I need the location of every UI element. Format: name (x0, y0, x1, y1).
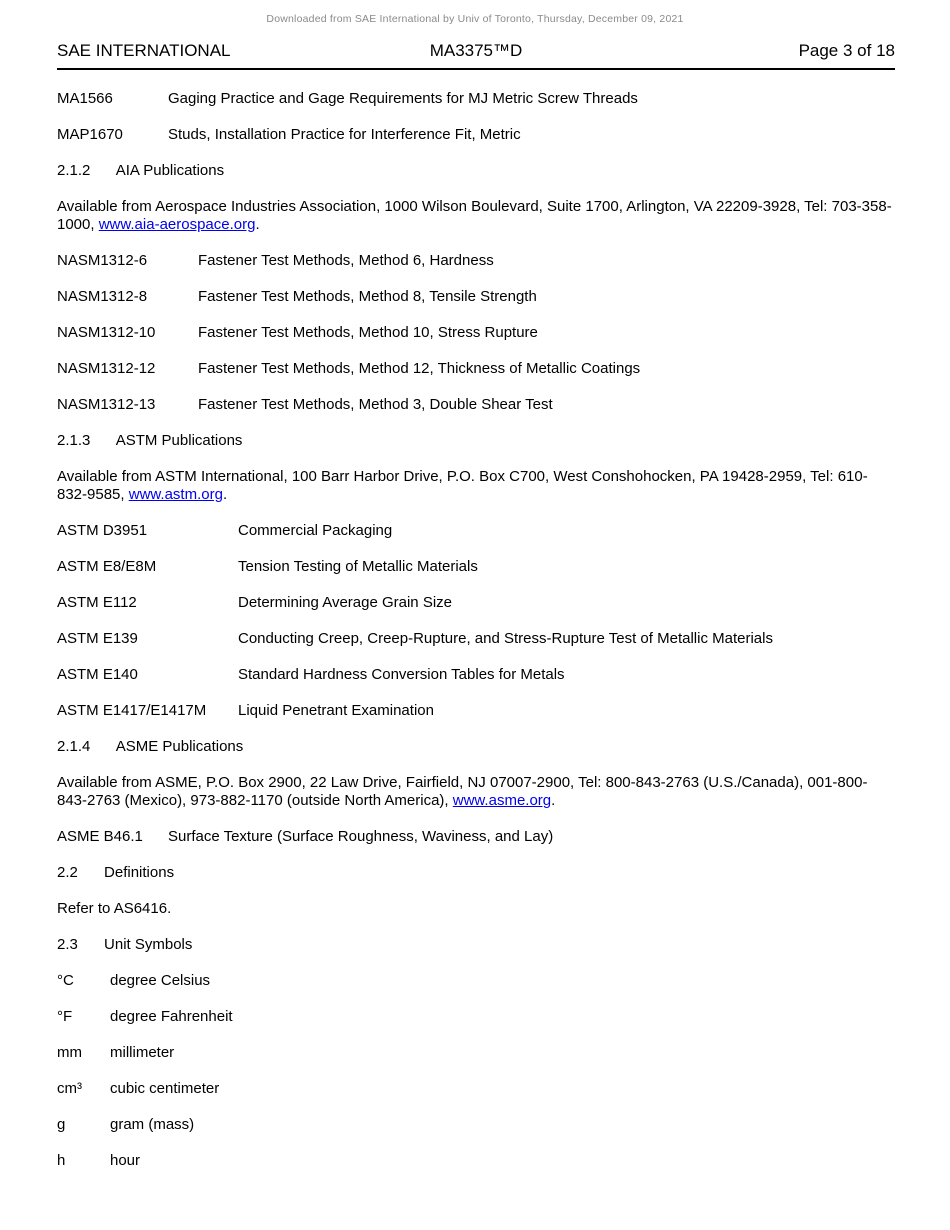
paragraph-text: Refer to AS6416. (57, 900, 172, 917)
reference-title: Fastener Test Methods, Method 8, Tensile Strength (198, 288, 537, 305)
unit-symbol: °C (57, 972, 74, 989)
reference-code: ASTM E8/E8M (57, 558, 157, 575)
reference-row (57, 252, 895, 270)
paragraph (57, 900, 895, 918)
reference-row (57, 288, 895, 306)
section-title: Unit Symbols (104, 936, 193, 953)
unit-definition: degree Fahrenheit (110, 1008, 233, 1025)
section-number: 2.3 (57, 936, 78, 953)
unit-symbol-row (57, 1080, 895, 1098)
reference-code: ASTM D3951 (57, 522, 148, 539)
reference-row (57, 666, 895, 684)
section-title: AIA Publications (115, 162, 225, 179)
reference-code: ASTM E112 (57, 594, 137, 611)
reference-code: ASTM E140 (57, 666, 138, 683)
reference-title: Fastener Test Methods, Method 3, Double Shear Test (198, 396, 553, 413)
reference-title: Fastener Test Methods, Method 12, Thickness of Metallic Coatings (198, 360, 641, 377)
unit-definition: degree Celsius (110, 972, 211, 989)
paragraph (57, 468, 895, 504)
unit-definition: cubic centimeter (110, 1080, 220, 1097)
section-number: 2.2 (57, 864, 78, 881)
unit-symbol: g (57, 1116, 66, 1133)
section-heading (57, 936, 895, 954)
unit-symbol: °F (57, 1008, 73, 1025)
unit-symbol: cm³ (57, 1080, 82, 1097)
reference-row (57, 558, 895, 576)
reference-row (57, 630, 895, 648)
section-heading (57, 162, 895, 180)
unit-symbol: h (57, 1152, 66, 1169)
section-title: ASME Publications (115, 738, 244, 755)
unit-definition: gram (mass) (110, 1116, 195, 1133)
reference-row (57, 90, 895, 108)
section-heading (57, 864, 895, 882)
reference-code: MA1566 (57, 90, 113, 107)
reference-title: Fastener Test Methods, Method 6, Hardness (198, 252, 494, 269)
unit-symbol-row (57, 1152, 895, 1170)
reference-title: Tension Testing of Metallic Materials (238, 558, 478, 575)
section-heading (57, 738, 895, 756)
reference-title: Fastener Test Methods, Method 10, Stress Rupture (198, 324, 538, 341)
paragraph-text: . (551, 792, 556, 809)
asme-website-link[interactable]: www.asme.org (452, 792, 552, 809)
unit-definition: hour (110, 1152, 141, 1169)
download-watermark: Downloaded from SAE International by Univ of Toronto, Thursday, December 09, 2021 (266, 13, 684, 25)
unit-symbol-row (57, 1044, 895, 1062)
reference-title: Standard Hardness Conversion Tables for Metals (238, 666, 565, 683)
reference-code: MAP1670 (57, 126, 123, 143)
reference-row (57, 522, 895, 540)
reference-row (57, 828, 895, 846)
unit-symbol: mm (57, 1044, 82, 1061)
reference-row (57, 324, 895, 342)
reference-code: NASM1312-12 (57, 360, 156, 377)
reference-row (57, 396, 895, 414)
reference-title: Liquid Penetrant Examination (238, 702, 434, 719)
aia-website-link[interactable]: www.aia-aerospace.org (98, 216, 256, 233)
reference-title: Surface Texture (Surface Roughness, Waviness, and Lay) (168, 828, 554, 845)
reference-code: NASM1312-6 (57, 252, 148, 269)
reference-code: NASM1312-8 (57, 288, 148, 305)
reference-code: NASM1312-13 (57, 396, 156, 413)
unit-symbol-row (57, 1116, 895, 1134)
paragraph-text: . (222, 486, 228, 503)
section-title: Definitions (104, 864, 175, 881)
reference-row (57, 126, 895, 144)
reference-code: NASM1312-10 (57, 324, 156, 341)
unit-symbol-row (57, 972, 895, 990)
paragraph-text: Available from ASTM International, 100 Barr Harbor Drive, P.O. Box C700, West Conshohocken, PA 19428-2959, Tel: 610-832-9585, (57, 468, 868, 503)
paragraph-text: Available from ASME, P.O. Box 2900, 22 Law Drive, Fairfield, NJ 07007-2900, Tel: 800-843-2763 (U.S./Canada), 001-800-843-2763 (Mexico), 973-882-1170 (outside North America), (57, 774, 868, 809)
reference-title: Commercial Packaging (238, 522, 393, 539)
reference-title: Determining Average Grain Size (238, 594, 452, 611)
header-doc-number: MA3375™D (429, 41, 523, 60)
reference-row (57, 594, 895, 612)
paragraph (57, 774, 895, 810)
reference-title: Studs, Installation Practice for Interference Fit, Metric (168, 126, 521, 143)
reference-title: Conducting Creep, Creep-Rupture, and Stress-Rupture Test of Metallic Materials (238, 630, 773, 647)
astm-website-link[interactable]: www.astm.org (128, 486, 223, 503)
page-header (57, 41, 895, 70)
reference-code: ASTM E1417/E1417M (57, 702, 207, 719)
unit-definition: millimeter (110, 1044, 175, 1061)
section-heading (57, 432, 895, 450)
paragraph-text: Available from Aerospace Industries Association, 1000 Wilson Boulevard, Suite 1700, Arlington, VA 22209-3928, Tel: 703-358-1000, (57, 198, 892, 233)
reference-row (57, 702, 895, 720)
paragraph-text: . (255, 216, 260, 233)
reference-title: Gaging Practice and Gage Requirements for MJ Metric Screw Threads (168, 90, 638, 107)
unit-symbol-row (57, 1008, 895, 1026)
section-number: 2.1.4 (57, 738, 91, 755)
paragraph (57, 198, 895, 234)
section-number: 2.1.3 (57, 432, 91, 449)
section-number: 2.1.2 (57, 162, 91, 179)
document-body (57, 90, 895, 1170)
section-title: ASTM Publications (115, 432, 243, 449)
reference-code: ASME B46.1 (57, 828, 143, 845)
reference-row (57, 360, 895, 378)
reference-code: ASTM E139 (57, 630, 138, 647)
header-publisher: SAE INTERNATIONAL (57, 41, 231, 60)
header-page-number: Page 3 of 18 (798, 41, 895, 60)
